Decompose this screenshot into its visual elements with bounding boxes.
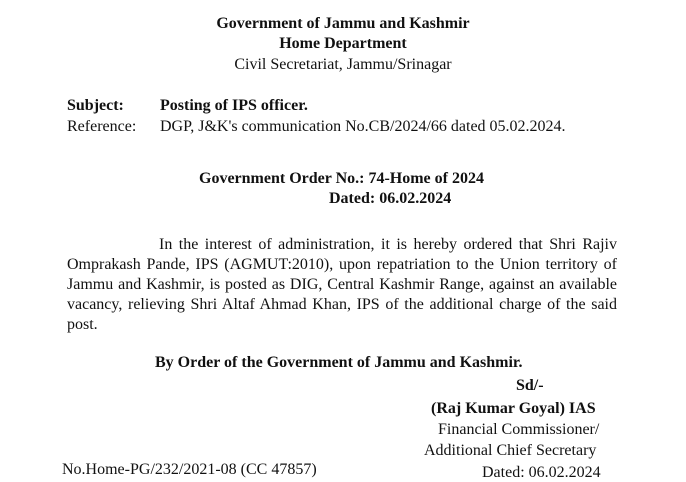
order-date: Dated: 06.02.2024 xyxy=(329,190,452,207)
file-number: No.Home-PG/232/2021-08 (CC 47857) xyxy=(62,461,317,478)
department-heading: Home Department xyxy=(279,35,407,52)
signature-sd: Sd/- xyxy=(516,377,544,394)
government-heading: Government of Jammu and Kashmir xyxy=(216,15,470,32)
signatory-name: (Raj Kumar Goyal) IAS xyxy=(431,400,596,417)
reference-text: DGP, J&K's communication No.CB/2024/66 dated 05.02.2024. xyxy=(160,118,566,135)
by-order-line: By Order of the Government of Jammu and Kashmir. xyxy=(155,354,523,371)
signatory-designation-1: Financial Commissioner/ xyxy=(438,421,600,438)
subject-label: Subject: xyxy=(67,97,124,114)
subject-text: Posting of IPS officer. xyxy=(160,97,308,114)
signatory-designation-2: Additional Chief Secretary xyxy=(424,442,597,459)
secretariat-location: Civil Secretariat, Jammu/Srinagar xyxy=(234,56,452,73)
order-number: Government Order No.: 74-Home of 2024 xyxy=(199,170,484,187)
order-body-paragraph: In the interest of administration, it is hereby ordered that Shri Rajiv Omprakash Pande, IPS (AGMUT:2010), upon repatriation to the Union territory of Jammu and Kashmir, is posted as DIG, Central Kashmir Range, against an available vacancy, relieving Shri Altaf Ahmad Khan, IPS of the additional charge of the said post. xyxy=(67,236,617,333)
reference-label: Reference: xyxy=(67,118,137,135)
footer-date: Dated: 06.02.2024 xyxy=(482,464,601,481)
